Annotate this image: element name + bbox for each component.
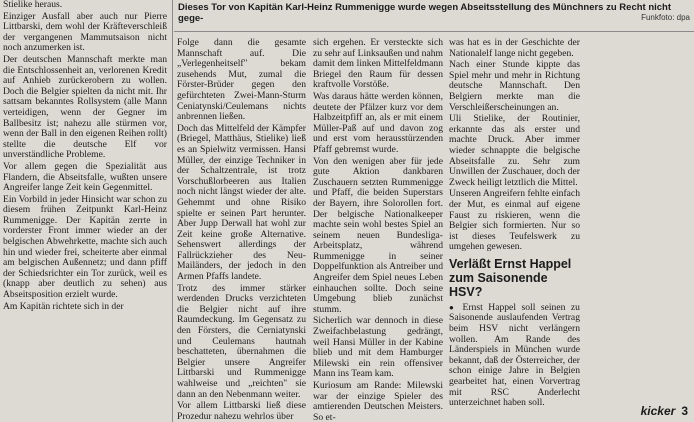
- section-headline: Verläßt Ernst Happel zum Saisonende HSV?: [449, 256, 572, 299]
- paragraph: Nach einer Stunde kippte das Spiel mehr und mehr in Richtung deutsche Mannschaft. Den Belgiern merkte man die Verschleißerscheinungen an.: [449, 59, 580, 113]
- column-divider-1: [172, 0, 173, 422]
- paragraph: Kuriosum am Rande: Milewski war der einzige Spieler des amtierenden Deutschen Meisters. So et-: [313, 380, 443, 422]
- paragraph: [449, 303, 580, 409]
- paragraph: Am Kapitän richtete sich in der: [3, 300, 124, 312]
- article-column-4: [449, 38, 580, 422]
- paragraph: Unseren Angreifern fehlte einfach der Mut, es einmal auf eigene Faust zu riskieren, wenn die Belgier sich formierten. Nur so ist dieses Teufelswerk zu umgehen gewesen.: [449, 188, 580, 253]
- caption-rule: [174, 31, 694, 32]
- paragraph: Vor allem Littbarski ließ diese Prozedur nahezu wehrlos über: [177, 400, 306, 422]
- paragraph: Doch das Mittelfeld der Kämpfer (Briegel, Matthäus, Stielike) ließ es an Spielwitz vermissen. Hansi Müller, der einzige Techniker in der Schaltzentrale, ist trotz Vorschußlorbeeren aus Italien noch nicht längst wieder der alte. Gehemmt und ohne Risiko spielte er seinen Part herunter. Aber Jupp Derwall hat wohl zur Zeit keine große Alternative. Sehenswert allerdings der Fallrückzieher des Neu-Mailänders, der jedoch in den Armen Pfaffs landete.: [177, 122, 306, 283]
- article-column-1: [3, 0, 167, 422]
- paragraph: Der deutschen Mannschaft merkte man die Entschlossenheit an, verlorenen Kredit auf Anhieb zurückerobern zu wollen. Doch die Belgier spielten da nicht mit. Ihr sattsam bekanntes Rollsystem (alle Mann verteidigen, wenn der Gegner im Ballbesitz ist; nahezu alle stürmen vor, wenn der Ball in den eigenen Reihen rollt) stellte die deutsche Elf vor unverständliche Probleme.: [3, 53, 167, 161]
- paragraph: Von den wenigen aber für jede gute Aktion dankbaren Zuschauern setzten Rummenigge und Pfaff, die beiden Superstars der Bayern, ihre Solorollen fort. Der belgische Nationalkeeper machte sein wohl bestes Spiel an seinem neuen Bundesliga-Arbeitsplatz, während Rummenigge in seiner Doppelfunktion als Antreiber und Angreifer dem Spiel neues Leben einhauchen sollte. Doch seine Umgebung blieb zunächst stumm.: [313, 155, 443, 315]
- paragraph: Vor allem gegen die Spezialität aus Flandern, die Abseitsfalle, wußten unsere Angreifer lange Zeit kein Gegenmittel.: [3, 160, 167, 194]
- paragraph: Was daraus hätte werden können, deutete der Pfälzer kurz vor dem Halbzeitpfiff an, als er mit einem Müller-Paß auf und davon zog und erst vom herausstürzenden Pfaff gebremst wurde.: [313, 90, 443, 155]
- paragraph: was hat es in der Geschichte der Nationalelf lange nicht gegeben.: [449, 38, 580, 59]
- paragraph: Stielike heraus.: [3, 0, 63, 10]
- magazine-brand: kicker: [640, 404, 676, 418]
- photo-caption: Dieses Tor von Kapitän Karl-Heinz Rummenigge wurde wegen Abseitsstellung des Münchners zu Recht nicht gege-: [178, 2, 672, 24]
- page-number: 3: [681, 404, 688, 418]
- photo-credit: Funkfoto: dpa: [641, 13, 690, 22]
- paragraph: Trotz des immer stärker werdenden Drucks verzichteten die Belgier nicht auf ihre Raumdeckung. Im Gegensatz zu den Försters, die Cerniatynski und Ceulemans hautnah beschatteten, übernahmen die Belgier unsere Angreifer Littbarski und Rummenigge wahlweise und „reichten" sie dann an den Nebenmann weiter.: [177, 282, 306, 400]
- article-column-3: [313, 38, 443, 422]
- paragraph: sich ergehen. Er versteckte sich zu sehr auf Linksaußen und nahm damit dem linken Mittelfeldmann Briegel den Raum für dessen kraftvolle Vorstöße.: [313, 38, 443, 91]
- bullet-icon: ●: [449, 302, 457, 312]
- paragraph-text: Ernst Happel soll seinen zu Saisonende auslaufenden Vertrag beim HSV nicht verlängern wollen. Am Rande des Länderspiels in München wurde bekannt, daß der Österreicher, der schon einige Jahre in Belgien gearbeitet hat, einen Vorvertrag mit RSC Anderlecht unterzeichnet haben soll.: [449, 301, 580, 409]
- article-column-2: [177, 38, 306, 422]
- paragraph: Folge dann die gesamte Mannschaft auf. Die „Verlegenheitself" bekam zusehends Mut, zumal die Förster-Brüder gegen den gefürchteten Zwei-Mann-Sturm Ceniatynski/Ceulemans nichts anbrennen ließen.: [177, 38, 306, 123]
- paragraph: Einziger Ausfall aber auch nur Pierre Littbarski, dem wohl der Kräfteverschleiß der vergangenen Mammutsaison nicht noch anzumerken ist.: [3, 10, 167, 54]
- paragraph: Uli Stielike, der Routinier, erkannte das als erster und machte Druck. Aber immer wieder schnappte die belgische Abseitsfalle zu. Sehr zum Unwillen der Zuschauer, doch der Zweck heiligt letztlich die Mittel.: [449, 113, 580, 188]
- paragraph: Sicherlich war dennoch in diese Zweifachbelastung gedrängt, weil Hansi Müller in der Kabine blieb und mit dem Hamburger Milewski ein rein offensiver Mann ins Team kam.: [313, 315, 443, 380]
- paragraph: Ein Vorbild in jeder Hinsicht war schon zu diesem frühen Zeitpunkt Karl-Heinz Rummenigge. Der Kapitän zerrte in vorderster Front immer wieder an der belgischen Abwehrkette, machte sich auch hin und wieder frei, scheiterte aber einmal am belgischen Außennetz; und dann pfiff der Schiedsrichter ein Tor zurück, weil es (knapp aber deutlich zu sehen) aus Abseitsposition erzielt wurde.: [3, 193, 167, 301]
- page-footer: [641, 404, 688, 418]
